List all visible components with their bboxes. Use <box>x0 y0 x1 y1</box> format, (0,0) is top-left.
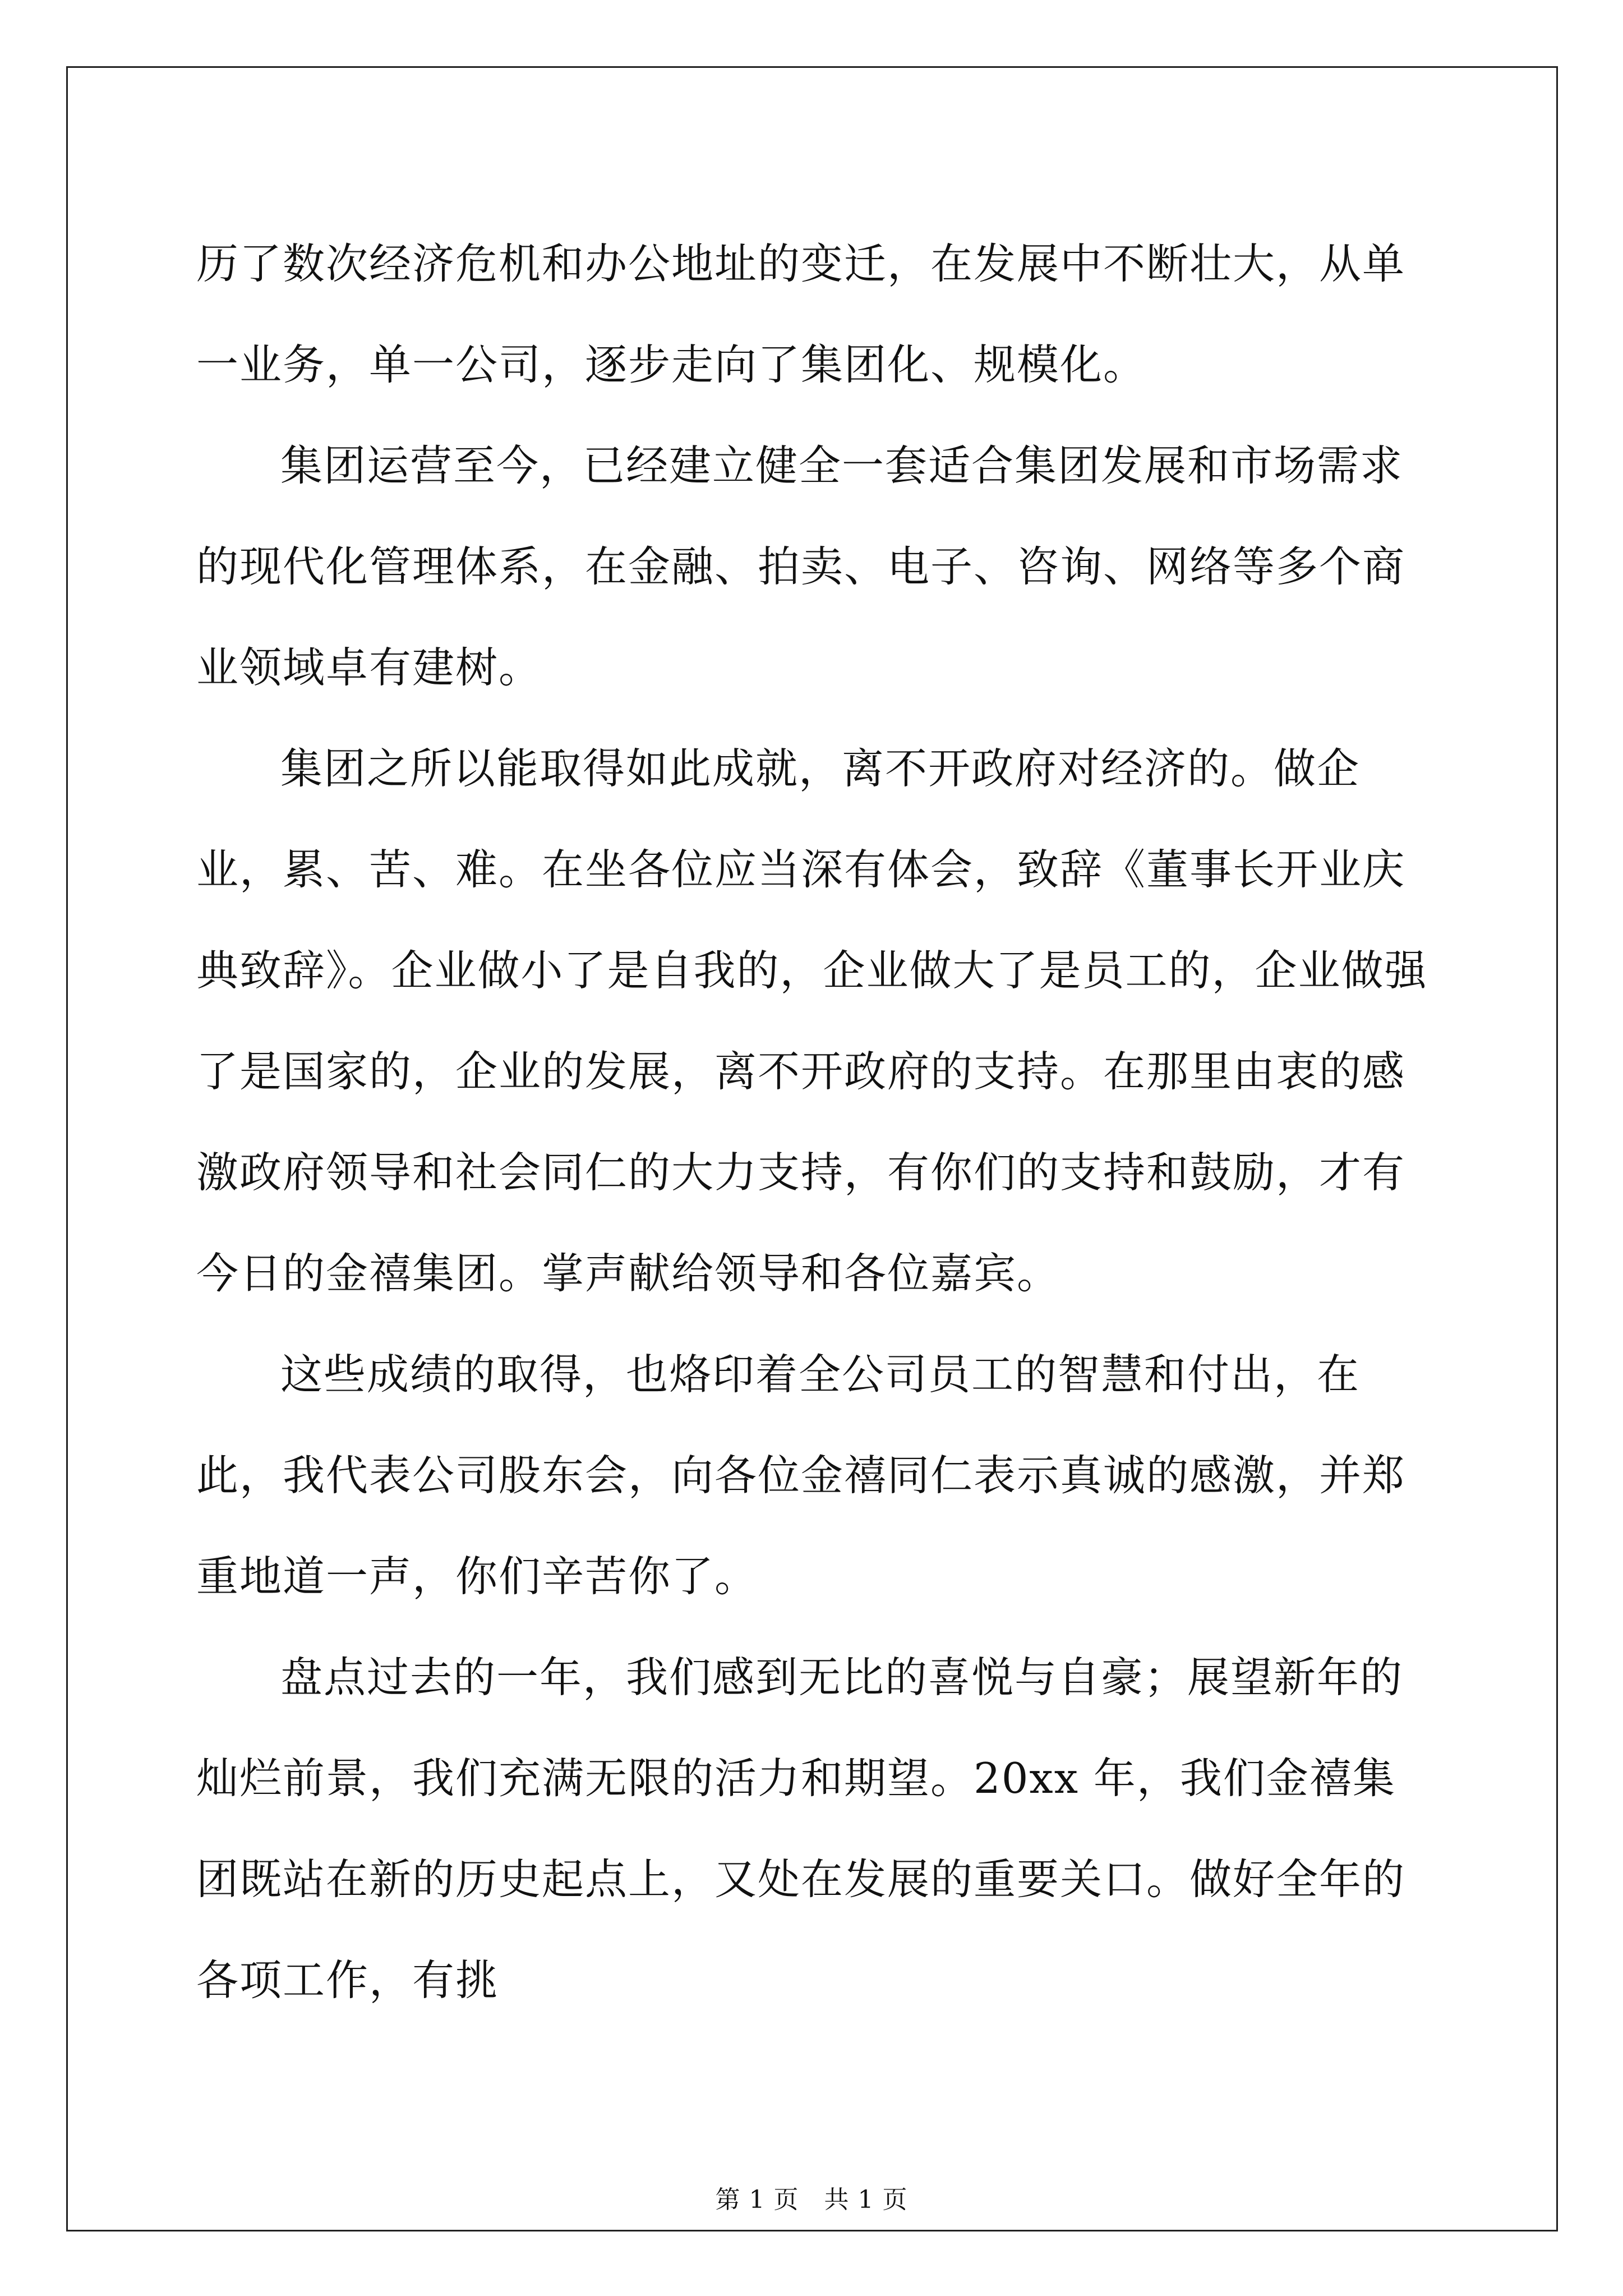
document-body <box>196 213 1430 2031</box>
page-footer <box>0 2179 1623 2215</box>
paragraph: 这些成绩的取得，也烙印着全公司员工的智慧和付出，在此，我代表公司股东会，向各位金禧同仁表示真诚的感激，并郑重地道一声，你们辛苦你了。 <box>196 1350 1406 1601</box>
paragraph: 集团之所以能取得如此成就，离不开政府对经济的。做企业，累、苦、难。在坐各位应当深有体会，致辞《董事长开业庆典致辞》。企业做小了是自我的，企业做大了是员工的，企业做强了是国家的，企业的发展，离不开政府的支持。在那里由衷的感激政府领导和社会同仁的大力支持，有你们的支持和鼓励，才有今日的金禧集团。掌声献给领导和各位嘉宾。 <box>196 744 1428 1298</box>
paragraph: 盘点过去的一年，我们感到无比的喜悦与自豪；展望新年的灿烂前景，我们充满无限的活力和期望。20xx 年，我们金禧集团既站在新的历史起点上，又处在发展的重要关口。做好全年的各项工作，有挑 <box>196 1653 1406 2005</box>
page-indicator: 第 1 页 共 1 页 <box>715 2185 908 2214</box>
paragraph: 集团运营至今，已经建立健全一套适合集团发展和市场需求的现代化管理体系，在金融、拍卖、电子、咨询、网络等多个商业领域卓有建树。 <box>196 441 1406 692</box>
paragraph-continued: 历了数次经济危机和办公地址的变迁，在发展中不断壮大，从单一业务，单一公司，逐步走向了集团化、规模化。 <box>196 239 1406 389</box>
